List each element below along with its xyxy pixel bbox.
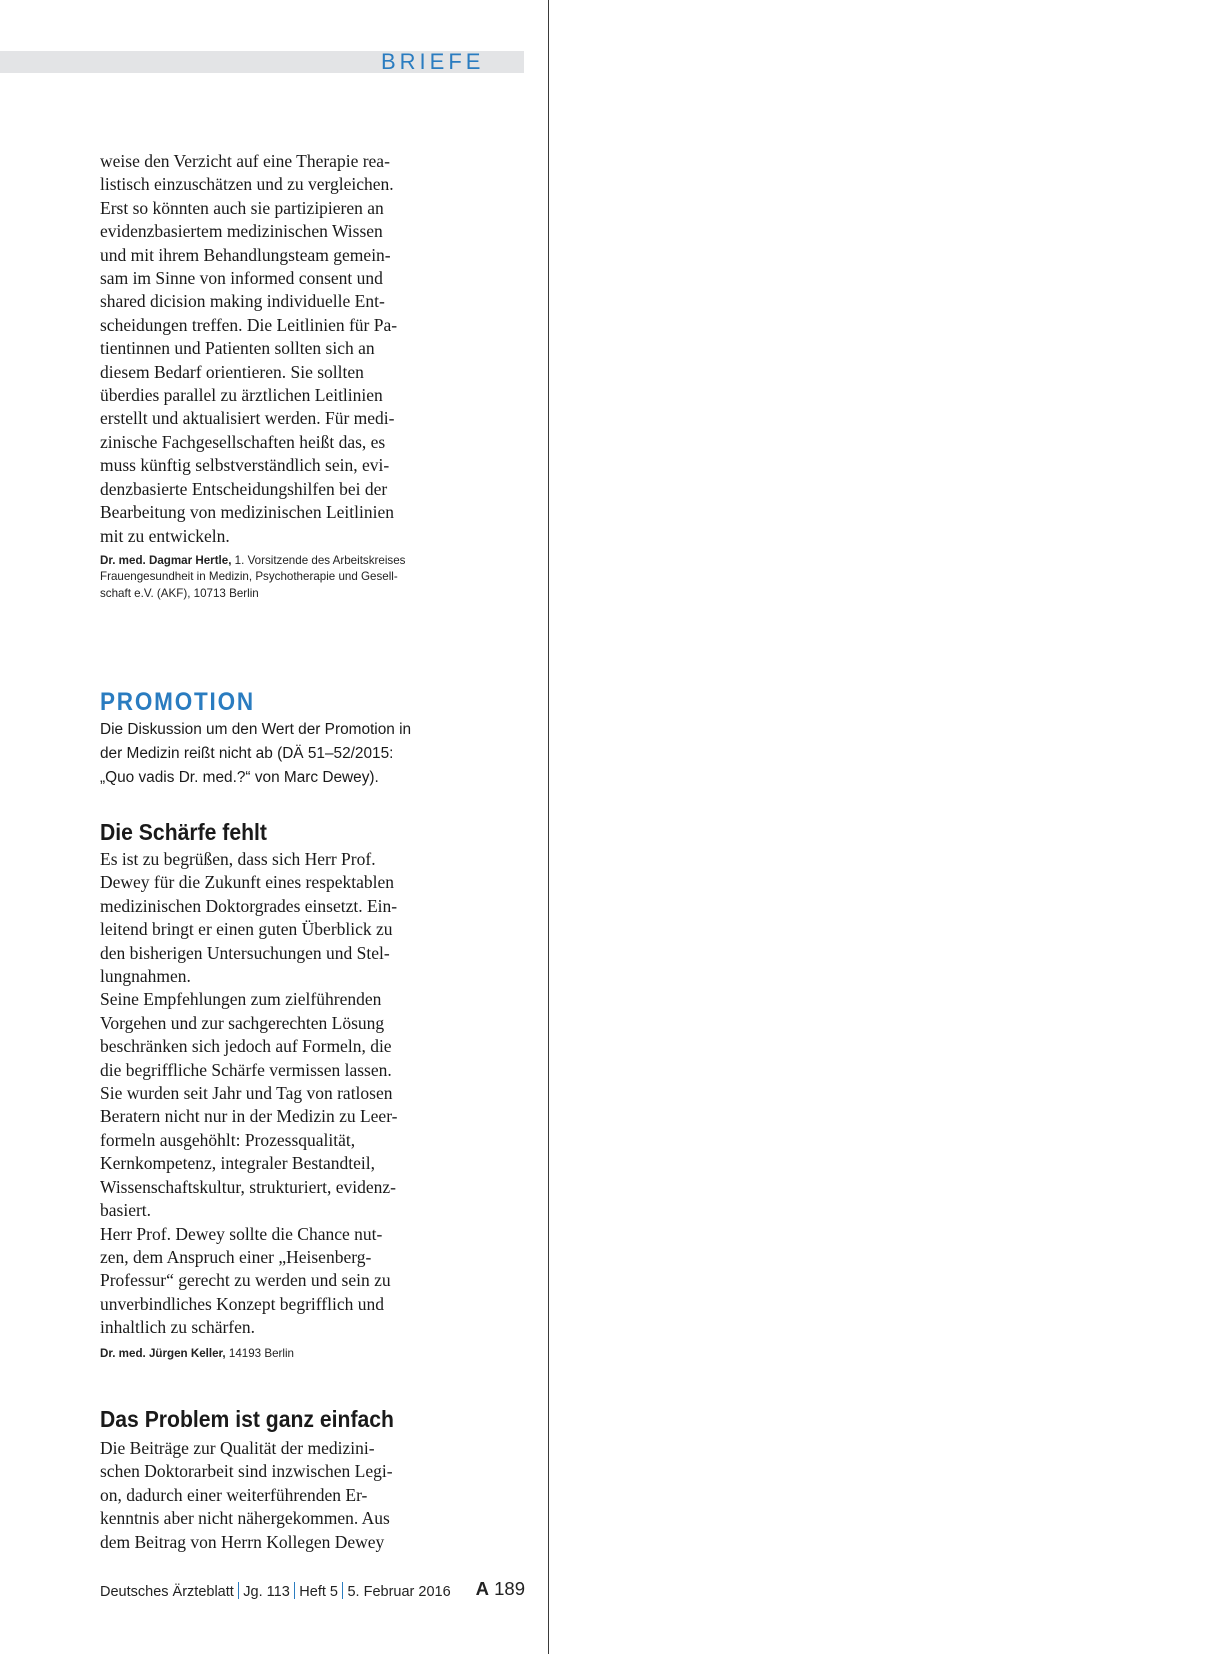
page-number <box>476 1578 525 1600</box>
letter-headline: Die Schärfe fehlt <box>100 819 267 845</box>
author-name: Dr. med. Dagmar Hertle, <box>100 553 232 567</box>
journal-volume: Jg. 113 <box>243 1584 290 1600</box>
author-affiliation: 14193 Berlin <box>225 1346 294 1360</box>
letter-body: Es ist zu begrüßen, dass sich Herr Prof. Dewey für die Zukunft eines respektablen medizinischen Doktorgrades einsetzt. Ein- leitend bringt er einen guten Überblick zu den bisherigen Untersuchungen und Stel- lungnahmen. Seine Empfehlungen zum zielführenden Vorgehen und zur sachgerechten Lösung beschränken sich jedoch auf Formeln, die die begriffliche Schärfe vermissen lassen. Sie wurden seit Jahr und Tag von ratlosen Beratern nicht nur in der Medizin zu Leer- formeln ausgehöhlt: Prozessqualität, Kernkompetenz, integraler Bestandteil, Wissenschaftskultur, strukturiert, evidenz- basiert. Herr Prof. Dewey sollte die Chance nut- zen, dem Anspruch einer „Heisenberg- Professur“ gerecht zu werden und sein zu unverbindliches Konzept begrifflich und inhaltlich zu schärfen. <box>100 849 398 1338</box>
author-name: Dr. med. Jürgen Keller, <box>100 1346 226 1360</box>
footer-separator <box>294 1582 296 1599</box>
footer-separator <box>238 1582 240 1599</box>
journal-issue: Heft 5 <box>299 1584 338 1600</box>
journal-date: 5. Februar 2016 <box>347 1584 451 1600</box>
letter-continued <box>100 150 430 602</box>
letter-body: Die Beiträge zur Qualität der medizini- schen Doktorarbeit sind inzwischen Legi- on, dadurch einer weiterführenden Er- kenntnis aber nicht nähergekommen. Aus dem Beitrag von Herrn Kollegen Dewey <box>100 1438 393 1552</box>
letter-schaerfe <box>100 818 430 1362</box>
section-intro: Die Diskussion um den Wert der Promotion in der Medizin reißt nicht ab (DÄ 51–52/2015: „Quo vadis Dr. med.?“ von Marc Dewey). <box>100 721 412 786</box>
column-divider <box>548 0 549 1654</box>
journal-name: Deutsches Ärzteblatt <box>100 1584 234 1600</box>
page-prefix: A <box>475 1578 489 1599</box>
section-header: BRIEFE <box>381 49 485 74</box>
section-promotion <box>100 687 440 790</box>
author-affiliation: 1. Vorsitzende des Arbeitskreises Frauengesundheit in Medizin, Psychotherapie und Gesell- schaft e.V. (AKF), 10713 Berlin <box>100 553 406 600</box>
page-footer <box>100 1578 525 1606</box>
letter-signature <box>100 553 430 602</box>
letter-signature <box>100 1346 430 1362</box>
footer-separator <box>342 1582 344 1599</box>
letter-headline: Das Problem ist ganz einfach <box>100 1406 394 1432</box>
letter-problem <box>100 1405 430 1554</box>
letter-body: weise den Verzicht auf eine Therapie rea- listisch einzuschätzen und zu vergleichen. Erst so könnten auch sie partizipieren an evidenzbasiertem medizinischen Wissen und mit ihrem Behandlungsteam gemein- sam im Sinne von informed consent und shared dicision making individuelle Ent- scheidungen treffen. Die Leitlinien für Pa- tientinnen und Patienten sollten sich an diesem Bedarf orientieren. Sie sollten überdies parallel zu ärztlichen Leitlinien erstellt und aktualisiert werden. Für medi- zinische Fachgesellschaften heißt das, es muss künftig selbstverständlich sein, evi- denzbasierte Entscheidungshilfen bei der Bearbeitung von medizinischen Leitlinien mit zu entwickeln. <box>100 151 398 546</box>
section-kicker: PROMOTION <box>100 688 255 716</box>
page-number-value: 189 <box>494 1578 525 1599</box>
